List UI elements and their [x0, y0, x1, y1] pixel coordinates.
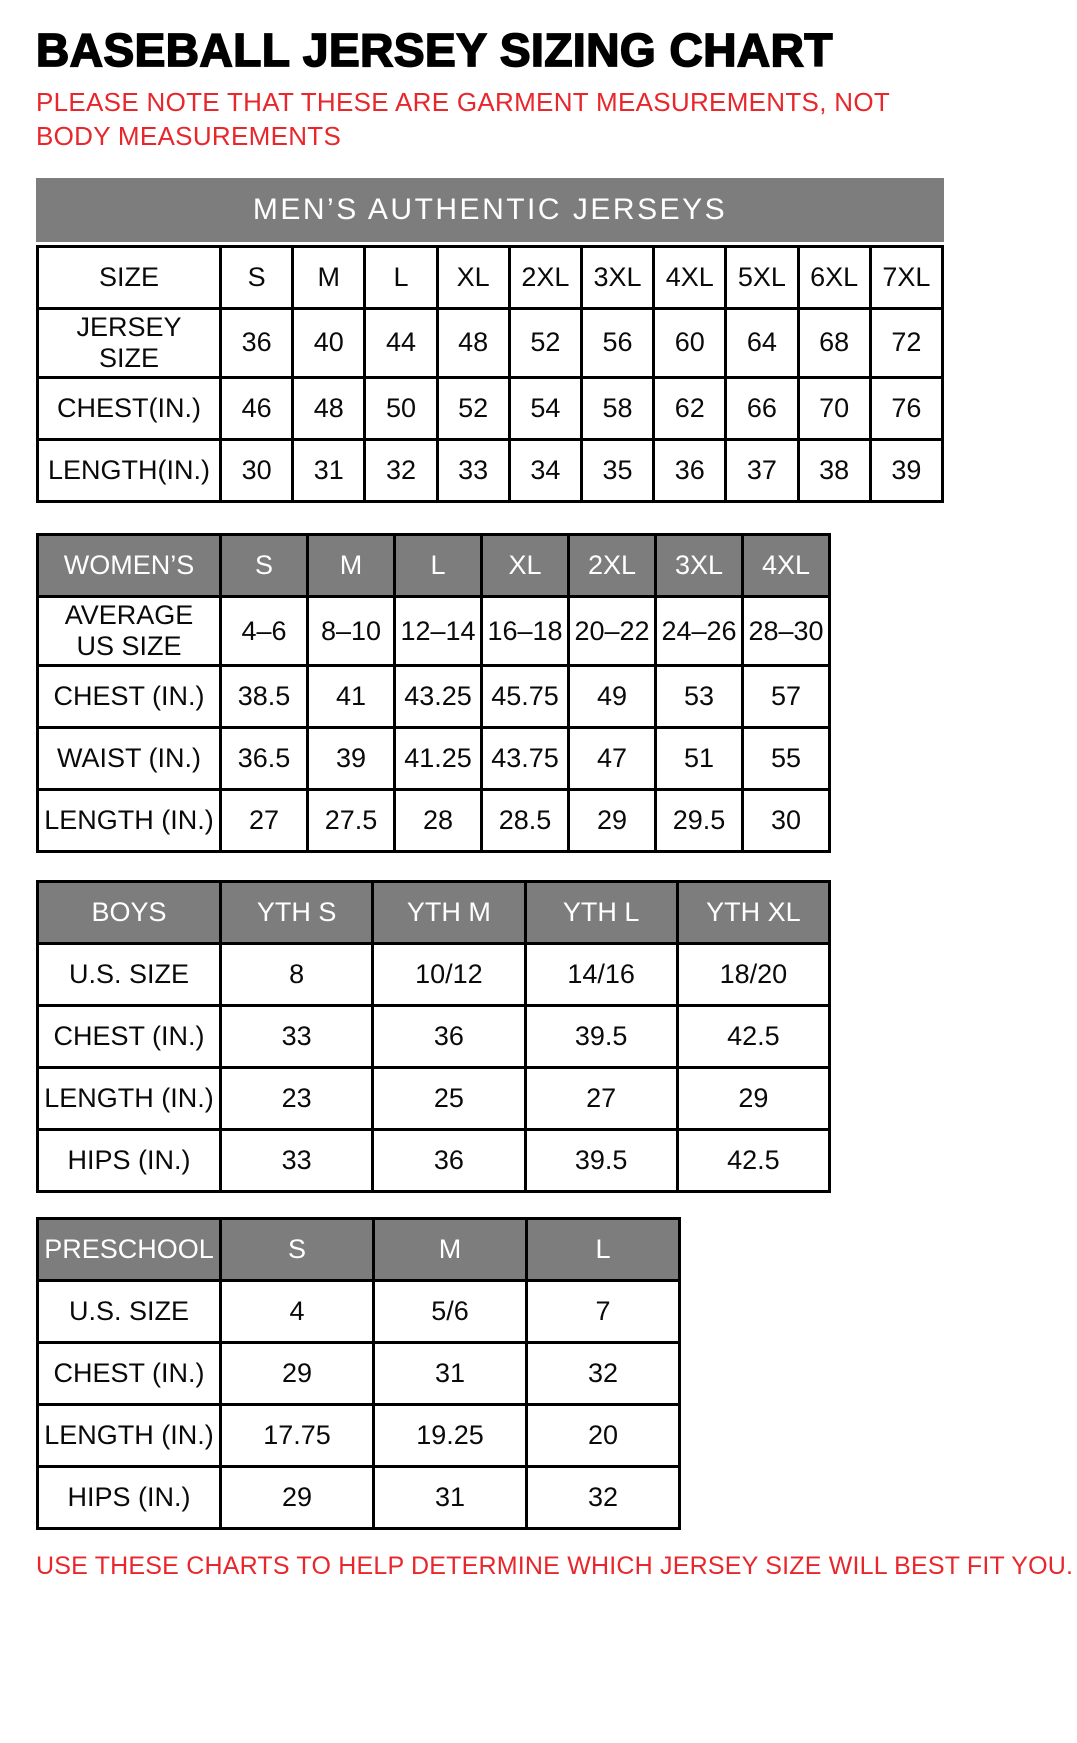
value-cell: 76 [870, 377, 942, 439]
value-cell: 62 [654, 377, 726, 439]
value-cell: 43.75 [482, 728, 569, 790]
column-header-cell: 5XL [726, 246, 798, 308]
row-label-cell: LENGTH (IN.) [38, 1405, 221, 1467]
value-cell: 28 [395, 790, 482, 852]
value-cell: 28–30 [743, 596, 830, 665]
value-cell: 41 [308, 666, 395, 728]
value-cell: 52 [509, 308, 581, 377]
boys-jerseys-table [36, 880, 831, 1193]
value-cell: 30 [221, 439, 293, 501]
mens-authentic-jerseys-table [36, 245, 944, 503]
column-header-cell: S [221, 1219, 374, 1281]
value-cell: 27.5 [308, 790, 395, 852]
column-header-cell: L [365, 246, 437, 308]
value-cell: 39 [308, 728, 395, 790]
value-cell: 64 [726, 308, 798, 377]
value-cell: 38 [798, 439, 870, 501]
row-label-cell: LENGTH (IN.) [38, 790, 221, 852]
row-label-cell: HIPS (IN.) [38, 1130, 221, 1192]
value-cell: 10/12 [373, 944, 525, 1006]
footer-note: USE THESE CHARTS TO HELP DETERMINE WHICH JERSEY SIZE WILL BEST FIT YOU. [36, 1552, 1074, 1581]
table-row [38, 1343, 680, 1405]
preschool-jerseys-header-row [38, 1219, 680, 1281]
header-label-cell: BOYS [38, 882, 221, 944]
value-cell: 70 [798, 377, 870, 439]
boys-jerseys-table-section [36, 880, 831, 1193]
table-row [38, 377, 943, 439]
table-row [38, 1068, 830, 1130]
row-label-cell: CHEST (IN.) [38, 1343, 221, 1405]
column-header-cell: YTH M [373, 882, 525, 944]
value-cell: 25 [373, 1068, 525, 1130]
column-header-cell: XL [482, 534, 569, 596]
preschool-jerseys-table [36, 1217, 681, 1530]
row-label-cell: CHEST (IN.) [38, 1006, 221, 1068]
womens-jerseys-header-row [38, 534, 830, 596]
value-cell: 38.5 [221, 666, 308, 728]
value-cell: 33 [221, 1130, 373, 1192]
value-cell: 66 [726, 377, 798, 439]
value-cell: 68 [798, 308, 870, 377]
column-header-cell: 6XL [798, 246, 870, 308]
value-cell: 53 [656, 666, 743, 728]
header-label-cell: WOMEN’S [38, 534, 221, 596]
column-header-cell: L [527, 1219, 680, 1281]
table-row [38, 790, 830, 852]
column-header-cell: 3XL [581, 246, 653, 308]
value-cell: 19.25 [374, 1405, 527, 1467]
value-cell: 36 [373, 1006, 525, 1068]
column-header-cell: M [308, 534, 395, 596]
value-cell: 42.5 [677, 1006, 829, 1068]
value-cell: 36.5 [221, 728, 308, 790]
page-title: BASEBALL JERSEY SIZING CHART [36, 24, 833, 76]
value-cell: 4–6 [221, 596, 308, 665]
value-cell: 5/6 [374, 1281, 527, 1343]
value-cell: 8–10 [308, 596, 395, 665]
boys-jerseys-header-row [38, 882, 830, 944]
header-label-cell: PRESCHOOL [38, 1219, 221, 1281]
column-header-cell: 7XL [870, 246, 942, 308]
table-row [38, 728, 830, 790]
value-cell: 12–14 [395, 596, 482, 665]
value-cell: 33 [437, 439, 509, 501]
value-cell: 28.5 [482, 790, 569, 852]
value-cell: 49 [569, 666, 656, 728]
column-header-cell: YTH S [221, 882, 373, 944]
value-cell: 32 [365, 439, 437, 501]
value-cell: 58 [581, 377, 653, 439]
value-cell: 46 [221, 377, 293, 439]
value-cell: 44 [365, 308, 437, 377]
row-label-cell: WAIST (IN.) [38, 728, 221, 790]
column-header-cell: L [395, 534, 482, 596]
garment-measurements-note: PLEASE NOTE THAT THESE ARE GARMENT MEASUREMENTS, NOT BODY MEASUREMENTS [36, 87, 890, 152]
column-header-cell: 2XL [509, 246, 581, 308]
table-row [38, 308, 943, 377]
table-row [38, 1130, 830, 1192]
table-row [38, 944, 830, 1006]
column-header-cell: M [374, 1219, 527, 1281]
column-header-cell: YTH L [525, 882, 677, 944]
mens-authentic-jerseys-header-row [38, 246, 943, 308]
row-label-cell: LENGTH(IN.) [38, 439, 221, 501]
column-header-cell: 4XL [654, 246, 726, 308]
value-cell: 60 [654, 308, 726, 377]
value-cell: 20 [527, 1405, 680, 1467]
value-cell: 48 [293, 377, 365, 439]
value-cell: 34 [509, 439, 581, 501]
value-cell: 55 [743, 728, 830, 790]
column-header-cell: S [221, 246, 293, 308]
row-label-cell: LENGTH (IN.) [38, 1068, 221, 1130]
value-cell: 39.5 [525, 1130, 677, 1192]
column-header-cell: 4XL [743, 534, 830, 596]
womens-jerseys-table-section [36, 533, 831, 853]
table-row [38, 1281, 680, 1343]
table-row [38, 1006, 830, 1068]
mens-authentic-jerseys-table-section [36, 178, 944, 503]
table-row [38, 596, 830, 665]
value-cell: 54 [509, 377, 581, 439]
mens-authentic-jerseys-title: MEN’S AUTHENTIC JERSEYS [36, 178, 944, 242]
value-cell: 29 [569, 790, 656, 852]
value-cell: 42.5 [677, 1130, 829, 1192]
row-label-cell: AVERAGE US SIZE [38, 596, 221, 665]
value-cell: 40 [293, 308, 365, 377]
value-cell: 57 [743, 666, 830, 728]
value-cell: 17.75 [221, 1405, 374, 1467]
value-cell: 27 [221, 790, 308, 852]
value-cell: 43.25 [395, 666, 482, 728]
womens-jerseys-table [36, 533, 831, 853]
row-label-cell: CHEST(IN.) [38, 377, 221, 439]
value-cell: 4 [221, 1281, 374, 1343]
value-cell: 8 [221, 944, 373, 1006]
column-header-cell: 3XL [656, 534, 743, 596]
value-cell: 36 [221, 308, 293, 377]
value-cell: 23 [221, 1068, 373, 1130]
value-cell: 39.5 [525, 1006, 677, 1068]
table-row [38, 1405, 680, 1467]
value-cell: 41.25 [395, 728, 482, 790]
value-cell: 32 [527, 1467, 680, 1529]
value-cell: 48 [437, 308, 509, 377]
table-row [38, 439, 943, 501]
value-cell: 29.5 [656, 790, 743, 852]
column-header-cell: YTH XL [677, 882, 829, 944]
value-cell: 18/20 [677, 944, 829, 1006]
value-cell: 51 [656, 728, 743, 790]
value-cell: 33 [221, 1006, 373, 1068]
value-cell: 45.75 [482, 666, 569, 728]
value-cell: 47 [569, 728, 656, 790]
table-row [38, 1467, 680, 1529]
value-cell: 16–18 [482, 596, 569, 665]
value-cell: 7 [527, 1281, 680, 1343]
header-label-cell: SIZE [38, 246, 221, 308]
value-cell: 32 [527, 1343, 680, 1405]
preschool-jerseys-table-section [36, 1217, 681, 1530]
value-cell: 29 [221, 1467, 374, 1529]
value-cell: 30 [743, 790, 830, 852]
value-cell: 50 [365, 377, 437, 439]
value-cell: 14/16 [525, 944, 677, 1006]
value-cell: 72 [870, 308, 942, 377]
value-cell: 27 [525, 1068, 677, 1130]
value-cell: 24–26 [656, 596, 743, 665]
value-cell: 31 [374, 1467, 527, 1529]
row-label-cell: JERSEY SIZE [38, 308, 221, 377]
value-cell: 20–22 [569, 596, 656, 665]
value-cell: 37 [726, 439, 798, 501]
column-header-cell: XL [437, 246, 509, 308]
value-cell: 36 [654, 439, 726, 501]
column-header-cell: 2XL [569, 534, 656, 596]
value-cell: 36 [373, 1130, 525, 1192]
column-header-cell: M [293, 246, 365, 308]
value-cell: 31 [374, 1343, 527, 1405]
row-label-cell: HIPS (IN.) [38, 1467, 221, 1529]
value-cell: 52 [437, 377, 509, 439]
table-row [38, 666, 830, 728]
row-label-cell: U.S. SIZE [38, 944, 221, 1006]
value-cell: 39 [870, 439, 942, 501]
row-label-cell: CHEST (IN.) [38, 666, 221, 728]
value-cell: 35 [581, 439, 653, 501]
column-header-cell: S [221, 534, 308, 596]
value-cell: 31 [293, 439, 365, 501]
value-cell: 56 [581, 308, 653, 377]
value-cell: 29 [677, 1068, 829, 1130]
value-cell: 29 [221, 1343, 374, 1405]
row-label-cell: U.S. SIZE [38, 1281, 221, 1343]
